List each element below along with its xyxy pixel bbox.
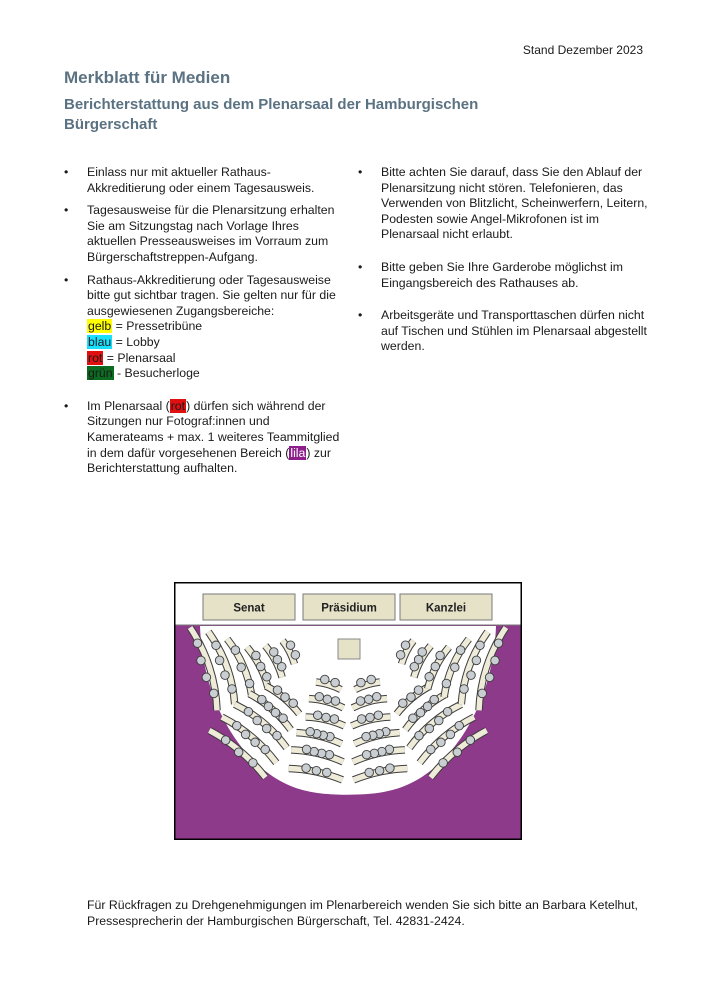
seat (442, 679, 451, 688)
list-item (64, 203, 346, 265)
seat (263, 673, 272, 682)
bullet-icon: • (358, 259, 363, 274)
seat (427, 745, 436, 754)
zone-description: = Lobby (112, 334, 160, 349)
seat (291, 651, 300, 660)
seat (430, 695, 439, 704)
seat (472, 656, 481, 665)
seat (439, 759, 448, 768)
seat (286, 641, 295, 650)
seat (357, 715, 366, 724)
zone-color-red: rot (88, 350, 103, 365)
seat (289, 699, 298, 708)
seat (446, 730, 455, 739)
praesidium-box (303, 594, 395, 620)
seat (367, 675, 376, 684)
seat (431, 662, 440, 671)
seat (416, 708, 425, 717)
seat (261, 745, 270, 754)
seat (364, 695, 373, 704)
seat (407, 693, 416, 702)
document-date: Stand Dezember 2023 (522, 43, 643, 57)
bullet-icon: • (358, 165, 363, 179)
seat (366, 713, 375, 722)
bullet-icon: • (64, 398, 69, 413)
seat (212, 641, 221, 650)
list-item (358, 165, 648, 243)
seat (410, 662, 419, 671)
seat (476, 641, 485, 650)
seat (215, 656, 224, 665)
senat-box (203, 594, 295, 620)
seat (325, 750, 334, 759)
seating-plan (174, 582, 522, 840)
seat (456, 646, 465, 655)
item-text: Arbeitsgeräte und Transporttaschen dürfen nicht auf Tischen und Stühlen im Plenarsaal abgestellt werden. (381, 308, 647, 354)
seat (270, 648, 279, 657)
seat (467, 671, 476, 680)
seat (245, 679, 254, 688)
seat (249, 759, 258, 768)
seat (460, 685, 469, 694)
seat (315, 692, 324, 701)
seat (415, 731, 424, 740)
list-item (64, 165, 346, 196)
seat (323, 695, 332, 704)
seat (372, 692, 381, 701)
bullet-icon: • (64, 203, 69, 218)
page-subtitle: Berichterstattung aus dem Plenarsaal der Hamburgischen Bürgerschaft (64, 96, 479, 133)
seat (312, 766, 321, 775)
seat (252, 651, 261, 660)
seat (375, 766, 384, 775)
seat (423, 702, 432, 711)
bullet-icon: • (358, 308, 363, 323)
list-item (358, 308, 648, 355)
seat (455, 721, 464, 730)
seat (357, 678, 366, 687)
item-text: Bitte achten Sie darauf, dass Sie den Ablauf der Plenarsitzung nicht stören. Telefonieren, das Verwenden von Blitzlicht, Scheinwerfern, Leitern, Podesten sowie Angel-Mikrofonen ist im Plenarsaal nicht erlaubt. (381, 165, 648, 242)
item-text: ) dürfen sich während der Sitzungen nur Fotograf:innen und Kamerateams + max. 1 weiteres Teammitglied in dem dafür vorgesehenen Bereich ( (87, 398, 340, 460)
zone-color-green: grün (88, 366, 113, 381)
seat (331, 678, 340, 687)
seat (273, 731, 282, 740)
seat (374, 711, 383, 720)
seat (494, 639, 503, 648)
zone-color-blue: blau (88, 334, 112, 349)
list-item (358, 260, 648, 291)
seat (231, 646, 240, 655)
seat (362, 732, 371, 741)
seat (202, 673, 211, 682)
seat (273, 686, 282, 695)
zone-color-red: rot (170, 398, 186, 413)
seat (210, 689, 219, 698)
contact-note: Für Rückfragen zu Drehgenehmigungen im Plenarbereich wenden Sie sich bitte an Barbara Ketelhut, Pressesprecherin der Hamburgischen Bürgerschaft, Tel. 42831-2424. (87, 898, 638, 928)
seat (264, 702, 273, 711)
seat (451, 663, 460, 672)
item-text: Bitte geben Sie Ihre Garderobe möglichst im Eingangsbereich des Rathauses ab. (381, 259, 623, 290)
seat (221, 671, 230, 680)
zone-description: - Besucherloge (113, 366, 200, 381)
seat (271, 708, 280, 717)
seat (478, 689, 487, 698)
seat (321, 675, 330, 684)
zone-color-yellow: gelb (88, 319, 112, 334)
seat (302, 764, 311, 773)
zone-description: = Plenarsaal (103, 350, 176, 365)
item-text: Tagesausweise für die Plenarsitzung erhalten Sie am Sitzungstag nach Vorlage Ihres aktuellen Presseausweises im Vorraum zum Bürgerschaftstreppen-Aufgang. (87, 203, 335, 264)
left-column (64, 165, 346, 484)
right-column (358, 165, 648, 362)
seat (362, 750, 371, 759)
list-item (64, 399, 346, 477)
seat (386, 764, 395, 773)
seat (437, 738, 446, 747)
seat (331, 697, 340, 706)
seat (256, 662, 265, 671)
label-senat: Senat (233, 602, 265, 615)
seat (436, 651, 445, 660)
seat (370, 749, 379, 758)
item-text: Einlass nur mit aktueller Rathaus-Akkreditierung oder einem Tagesausweis. (87, 165, 315, 195)
seat (251, 738, 260, 747)
seat (453, 748, 462, 757)
seat (233, 721, 242, 730)
item-text: Im Plenarsaal ( (87, 398, 170, 413)
item-text: ) zur Berichterstattung aufhalten. (87, 445, 331, 476)
seat (396, 651, 405, 660)
list-item (64, 273, 346, 382)
seat (193, 639, 202, 648)
seat (281, 693, 290, 702)
seat (221, 736, 230, 745)
zone-color-purple: lila (290, 445, 306, 460)
seat (491, 656, 500, 665)
kanzlei-box (400, 594, 492, 620)
item-text: Rathaus-Akkreditierung oder Tagesausweise bitte gut sichtbar tragen. Sie gelten nur für die ausgewiesenen Zugangsbereiche: (87, 272, 336, 318)
seat (244, 707, 253, 716)
seat (228, 685, 237, 694)
seat (365, 768, 374, 777)
seat (466, 736, 475, 745)
speaker-podium (338, 639, 360, 659)
page-title: Merkblatt für Medien (64, 68, 231, 87)
seat (322, 713, 331, 722)
seat (262, 724, 271, 733)
seat (302, 745, 311, 754)
seat (241, 730, 250, 739)
seat (258, 695, 267, 704)
seat (443, 707, 452, 716)
seat (435, 716, 444, 725)
seat (414, 686, 423, 695)
seat (237, 663, 246, 672)
seat (306, 727, 315, 736)
bullet-icon: • (64, 165, 69, 179)
zone-description: = Pressetribüne (112, 319, 203, 334)
label-praesidium: Präsidium (321, 602, 377, 615)
seat (425, 724, 434, 733)
bullet-icon: • (64, 272, 69, 287)
label-kanzlei: Kanzlei (425, 602, 467, 615)
seat (313, 711, 322, 720)
seat (401, 641, 410, 650)
seat (279, 714, 288, 723)
seat (253, 716, 262, 725)
seat (330, 715, 339, 724)
seat (356, 697, 365, 706)
seat (425, 673, 434, 682)
seat (409, 714, 418, 723)
seat (323, 768, 332, 777)
seat (234, 748, 243, 757)
seat (197, 656, 206, 665)
seat (399, 699, 408, 708)
seat (485, 673, 494, 682)
